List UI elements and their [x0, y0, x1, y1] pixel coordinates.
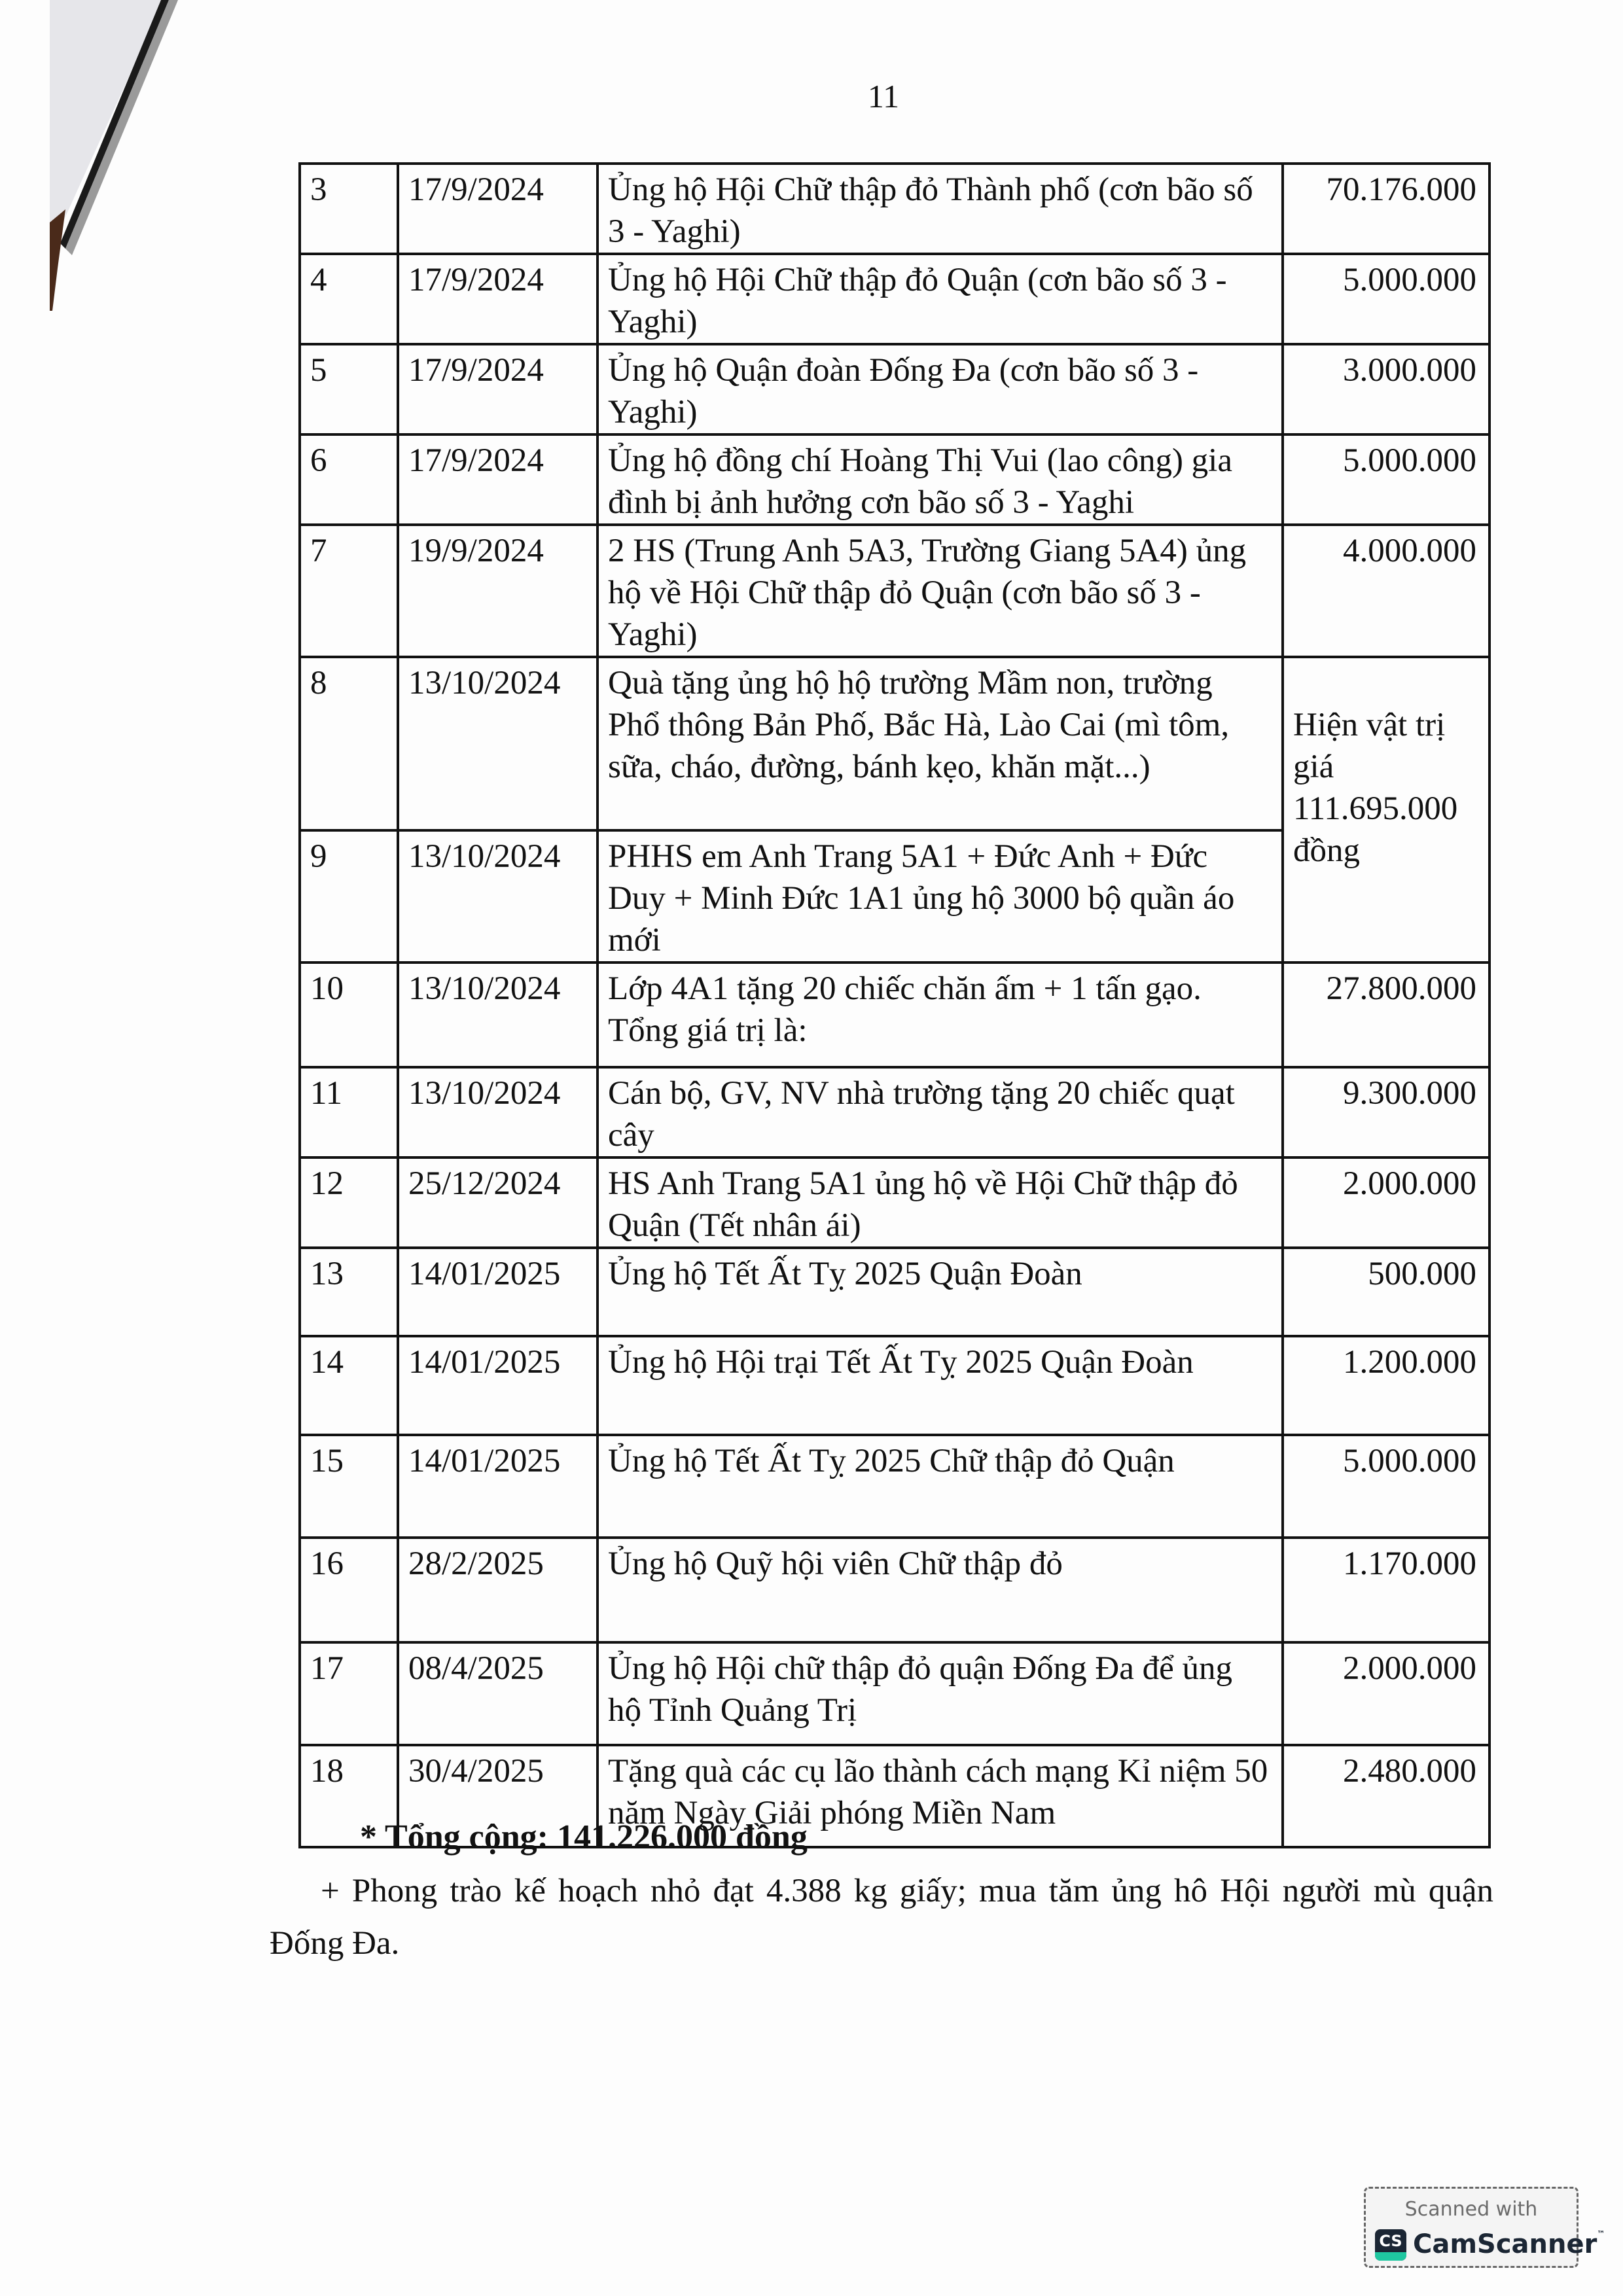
- row-description: Lớp 4A1 tặng 20 chiếc chăn ấm + 1 tấn gạo. Tổng giá trị là:: [597, 963, 1283, 1067]
- note-paragraph: + Phong trào kế hoạch nhỏ đạt 4.388 kg giấy; mua tăm ủng hô Hội người mù quận Đống Đa.: [270, 1873, 1493, 1962]
- row-date: 17/9/2024: [398, 344, 597, 434]
- row-amount: 2.000.000: [1283, 1157, 1489, 1248]
- row-description: Ủng hộ Hội Chữ thập đỏ Quận (cơn bão số 3 - Yaghi): [597, 254, 1283, 344]
- row-number: 18: [300, 1745, 398, 1847]
- table-row: [300, 963, 1489, 1067]
- row-description: Ủng hộ Tết Ất Tỵ 2025 Chữ thập đỏ Quận: [597, 1435, 1283, 1538]
- row-amount: 500.000: [1283, 1248, 1489, 1336]
- row-date: 13/10/2024: [398, 1067, 597, 1157]
- row-number: 7: [300, 525, 398, 657]
- total-summary: * Tổng cộng: 141.226.000 đồng: [360, 1818, 808, 1856]
- row-amount: 2.000.000: [1283, 1642, 1489, 1745]
- table-row: [300, 1067, 1489, 1157]
- table-row: [300, 1336, 1489, 1435]
- row-amount: 9.300.000: [1283, 1067, 1489, 1157]
- row-number: 11: [300, 1067, 398, 1157]
- row-amount: 70.176.000: [1283, 164, 1489, 254]
- row-date: 28/2/2025: [398, 1538, 597, 1642]
- row-date: 14/01/2025: [398, 1336, 597, 1435]
- row-amount: 3.000.000: [1283, 344, 1489, 434]
- row-date: 17/9/2024: [398, 164, 597, 254]
- table-row: [300, 657, 1489, 830]
- table-row: [300, 1248, 1489, 1336]
- merged-amount-cell: Hiện vật trị giá 111.695.000 đồng: [1283, 657, 1489, 963]
- logo-accent-band: [1375, 2252, 1406, 2261]
- row-number: 15: [300, 1435, 398, 1538]
- row-description: Ủng hộ Quỹ hội viên Chữ thập đỏ: [597, 1538, 1283, 1642]
- row-number: 14: [300, 1336, 398, 1435]
- row-description: Quà tặng ủng hộ hộ trường Mầm non, trường Phổ thông Bản Phố, Bắc Hà, Lào Cai (mì tôm, sữa, cháo, đường, bánh kẹo, khăn mặt...): [597, 657, 1283, 830]
- row-description: HS Anh Trang 5A1 ủng hộ về Hội Chữ thập đỏ Quận (Tết nhân ái): [597, 1157, 1283, 1248]
- table-row: [300, 344, 1489, 434]
- row-number: 13: [300, 1248, 398, 1336]
- table-row: [300, 434, 1489, 525]
- row-number: 3: [300, 164, 398, 254]
- row-description: 2 HS (Trung Anh 5A3, Trường Giang 5A4) ủng hộ về Hội Chữ thập đỏ Quận (cơn bão số 3 - Yaghi): [597, 525, 1283, 657]
- logo-letters: CS: [1379, 2232, 1402, 2250]
- row-number: 8: [300, 657, 398, 830]
- row-description: Ủng hộ Tết Ất Tỵ 2025 Quận Đoàn: [597, 1248, 1283, 1336]
- row-description: Ủng hộ Hội chữ thập đỏ quận Đống Đa để ủng hộ Tỉnh Quảng Trị: [597, 1642, 1283, 1745]
- row-date: 30/4/2025: [398, 1745, 597, 1847]
- row-amount: 5.000.000: [1283, 1435, 1489, 1538]
- camscanner-brand: [1413, 2229, 1605, 2259]
- row-amount: 2.480.000: [1283, 1745, 1489, 1847]
- table-row: [300, 164, 1489, 254]
- row-date: 13/10/2024: [398, 830, 597, 963]
- row-description: Cán bộ, GV, NV nhà trường tặng 20 chiếc quạt cây: [597, 1067, 1283, 1157]
- page-number: 11: [867, 78, 900, 115]
- row-number: 16: [300, 1538, 398, 1642]
- row-description: Ủng hộ Hội Chữ thập đỏ Thành phố (cơn bão số 3 - Yaghi): [597, 164, 1283, 254]
- row-amount: 1.200.000: [1283, 1336, 1489, 1435]
- table-row: [300, 1538, 1489, 1642]
- row-number: 10: [300, 963, 398, 1067]
- row-amount: 5.000.000: [1283, 434, 1489, 525]
- row-date: 13/10/2024: [398, 963, 597, 1067]
- row-date: 14/01/2025: [398, 1248, 597, 1336]
- row-number: 17: [300, 1642, 398, 1745]
- row-description: Ủng hộ đồng chí Hoàng Thị Vui (lao công) gia đình bị ảnh hưởng cơn bão số 3 - Yaghi: [597, 434, 1283, 525]
- row-number: 6: [300, 434, 398, 525]
- row-number: 12: [300, 1157, 398, 1248]
- row-date: 13/10/2024: [398, 657, 597, 830]
- donation-table: [298, 162, 1491, 1848]
- row-date: 25/12/2024: [398, 1157, 597, 1248]
- row-description: Ủng hộ Hội trại Tết Ất Tỵ 2025 Quận Đoàn: [597, 1336, 1283, 1435]
- trademark-sign: ™: [1597, 2229, 1605, 2238]
- row-description: Tặng quà các cụ lão thành cách mạng Kỉ niệm 50 năm Ngày Giải phóng Miền Nam: [597, 1745, 1283, 1847]
- row-amount: 27.800.000: [1283, 963, 1489, 1067]
- row-date: 17/9/2024: [398, 254, 597, 344]
- table-row: [300, 1642, 1489, 1745]
- camscanner-watermark: [1364, 2187, 1605, 2268]
- row-number: 9: [300, 830, 398, 963]
- row-number: 5: [300, 344, 398, 434]
- row-amount: 1.170.000: [1283, 1538, 1489, 1642]
- scanned-with-label: Scanned with: [1404, 2198, 1538, 2221]
- table-row: [300, 525, 1489, 657]
- row-number: 4: [300, 254, 398, 344]
- row-description: PHHS em Anh Trang 5A1 + Đức Anh + Đức Duy + Minh Đức 1A1 ủng hộ 3000 bộ quần áo mới: [597, 830, 1283, 963]
- row-amount: 4.000.000: [1283, 525, 1489, 657]
- row-description: Ủng hộ Quận đoàn Đống Đa (cơn bão số 3 - Yaghi): [597, 344, 1283, 434]
- row-date: 17/9/2024: [398, 434, 597, 525]
- table-row: [300, 1157, 1489, 1248]
- table-row: [300, 1435, 1489, 1538]
- row-date: 19/9/2024: [398, 525, 597, 657]
- row-amount: 5.000.000: [1283, 254, 1489, 344]
- brand-name: CamScanner: [1413, 2229, 1597, 2259]
- row-date: 14/01/2025: [398, 1435, 597, 1538]
- row-date: 08/4/2025: [398, 1642, 597, 1745]
- page-fold-shadow: [0, 0, 196, 393]
- table-row: [300, 254, 1489, 344]
- camscanner-logo-icon: [1375, 2229, 1406, 2261]
